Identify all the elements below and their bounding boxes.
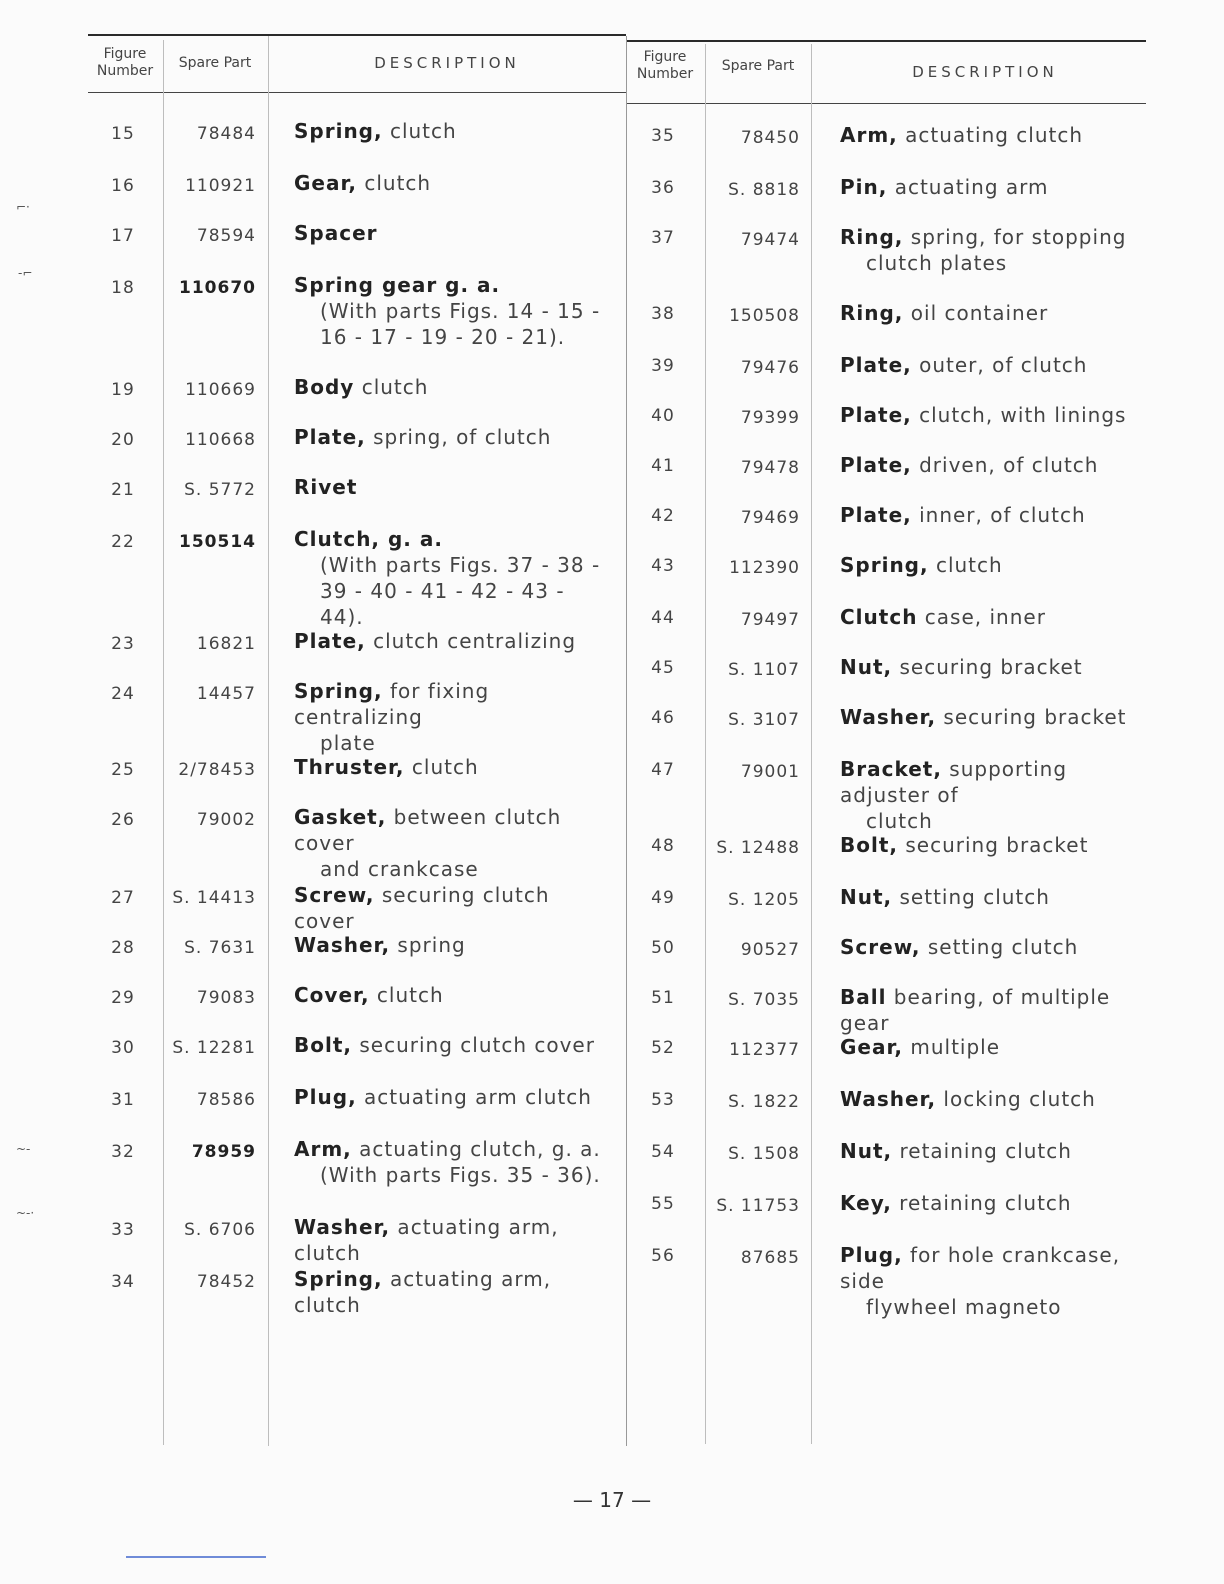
part-description-continued: (With parts Figs. 14 - 15 - 16 - 17 - 19 - 20 - 21). — [320, 299, 601, 349]
part-description — [294, 374, 614, 400]
part-description — [840, 604, 1160, 630]
part-qualifier: multiple — [903, 1035, 1001, 1059]
part-name: Nut, — [840, 655, 893, 679]
spare-part-number: 78959 — [191, 1142, 256, 1162]
part-description — [294, 526, 614, 630]
part-name: Washer, — [294, 1215, 391, 1239]
part-description — [840, 704, 1160, 730]
part-description — [294, 628, 614, 654]
part-description — [294, 804, 614, 882]
figure-number: 34 — [111, 1272, 135, 1292]
part-name: Ball — [840, 985, 887, 1009]
part-name: Ring, — [840, 301, 904, 325]
part-qualifier: spring — [390, 933, 466, 957]
spare-part-number: 16821 — [196, 634, 256, 654]
part-name: Washer, — [840, 1087, 937, 1111]
part-name: Washer, — [294, 933, 391, 957]
spare-part-number: S. 1822 — [728, 1092, 800, 1112]
part-qualifier: supporting adjuster of — [840, 757, 1068, 807]
figure-number: 21 — [111, 480, 135, 500]
part-name: Bracket, — [840, 757, 942, 781]
column-divider — [268, 36, 269, 1446]
part-description — [294, 474, 614, 500]
part-name: Spring, — [294, 1267, 383, 1291]
part-description — [294, 1214, 614, 1266]
figure-number: 17 — [111, 226, 135, 246]
figure-number: 47 — [651, 760, 675, 780]
spare-part-number: 79002 — [196, 810, 256, 830]
part-qualifier: securing bracket — [892, 655, 1083, 679]
column-divider — [705, 44, 706, 1444]
figure-number: 35 — [651, 126, 675, 146]
spare-part-number: 110669 — [185, 380, 256, 400]
figure-number: 48 — [651, 836, 675, 856]
part-qualifier: retaining clutch — [891, 1191, 1072, 1215]
spare-part-number: 110921 — [185, 176, 256, 196]
figure-number: 43 — [651, 556, 675, 576]
spare-part-number: S. 1508 — [728, 1144, 800, 1164]
part-qualifier: securing clutch cover — [294, 883, 550, 933]
spare-part-number: S. 7035 — [728, 990, 800, 1010]
part-description — [294, 982, 614, 1008]
part-description — [294, 882, 614, 934]
part-qualifier: between clutch cover — [294, 805, 562, 855]
figure-number: 51 — [651, 988, 675, 1008]
figure-number: 26 — [111, 810, 135, 830]
part-qualifier: spring, of clutch — [365, 425, 552, 449]
part-description — [294, 170, 614, 196]
spare-part-number: S. 7631 — [184, 938, 256, 958]
spare-part-number: 79399 — [740, 408, 800, 428]
part-name: Plate, — [840, 403, 912, 427]
part-description — [840, 300, 1160, 326]
part-name: Nut, — [840, 1139, 893, 1163]
part-name: Plate, — [294, 425, 366, 449]
part-qualifier: securing bracket — [936, 705, 1127, 729]
part-qualifier: actuating clutch, g. a. — [351, 1137, 601, 1161]
part-description — [294, 118, 614, 144]
part-description — [294, 424, 614, 450]
spare-part-number: 87685 — [740, 1248, 800, 1268]
spare-part-number: 150514 — [179, 532, 256, 552]
spare-part-number: 90527 — [740, 940, 800, 960]
figure-number: 20 — [111, 430, 135, 450]
figure-number: 55 — [651, 1194, 675, 1214]
spare-part-number: 78594 — [196, 226, 256, 246]
part-name: Plug, — [294, 1085, 357, 1109]
part-qualifier: driven, of clutch — [911, 453, 1099, 477]
part-qualifier: outer, of clutch — [911, 353, 1088, 377]
part-qualifier: clutch — [369, 983, 444, 1007]
figure-number: 41 — [651, 456, 675, 476]
spare-part-number: S. 5772 — [184, 480, 256, 500]
header-spare-part: Spare Part — [178, 55, 252, 71]
spare-part-number: S. 14413 — [172, 888, 256, 908]
spare-part-number: S. 11753 — [716, 1196, 800, 1216]
spare-part-number: 78586 — [196, 1090, 256, 1110]
figure-number: 23 — [111, 634, 135, 654]
part-qualifier: clutch — [354, 375, 429, 399]
part-qualifier: actuating arm clutch — [356, 1085, 592, 1109]
part-description-continued: clutch plates — [866, 251, 1008, 275]
spare-part-number: 79497 — [740, 610, 800, 630]
part-qualifier: case, inner — [917, 605, 1046, 629]
part-description — [294, 678, 614, 756]
figure-number: 42 — [651, 506, 675, 526]
margin-mark: ~‑ — [16, 1142, 31, 1156]
part-name: Plate, — [840, 503, 912, 527]
spare-part-number: S. 3107 — [728, 710, 800, 730]
part-qualifier: actuating arm — [887, 175, 1049, 199]
part-description — [840, 1086, 1160, 1112]
part-description — [840, 174, 1160, 200]
part-description — [840, 452, 1160, 478]
figure-number: 30 — [111, 1038, 135, 1058]
part-name: Plate, — [840, 353, 912, 377]
part-name: Plate, — [840, 453, 912, 477]
part-name: Spring, — [294, 679, 383, 703]
part-name: Arm, — [294, 1137, 352, 1161]
figure-number: 54 — [651, 1142, 675, 1162]
spare-part-number: 79476 — [740, 358, 800, 378]
figure-number: 56 — [651, 1246, 675, 1266]
part-description — [840, 352, 1160, 378]
figure-number: 45 — [651, 658, 675, 678]
figure-number: 22 — [111, 532, 135, 552]
part-qualifier: clutch — [404, 755, 479, 779]
part-name: Gear, — [294, 171, 357, 195]
part-qualifier: bearing, of multiple gear — [840, 985, 1111, 1035]
part-name: Body — [294, 375, 355, 399]
figure-number: 25 — [111, 760, 135, 780]
part-name: Arm, — [840, 123, 898, 147]
part-name: Spacer — [294, 221, 378, 245]
part-description — [294, 1266, 614, 1318]
part-qualifier: retaining clutch — [892, 1139, 1072, 1163]
spare-part-number: S. 1107 — [728, 660, 800, 680]
figure-number: 53 — [651, 1090, 675, 1110]
part-qualifier: clutch — [382, 119, 457, 143]
figure-number: 36 — [651, 178, 675, 198]
part-description — [840, 756, 1160, 834]
figure-number: 31 — [111, 1090, 135, 1110]
figure-number: 46 — [651, 708, 675, 728]
part-name: Key, — [840, 1191, 892, 1215]
part-description-continued: plate — [320, 731, 376, 755]
figure-number: 18 — [111, 278, 135, 298]
part-name: Screw, — [294, 883, 375, 907]
part-qualifier: oil container — [903, 301, 1049, 325]
part-name: Pin, — [840, 175, 888, 199]
part-description — [294, 1084, 614, 1110]
part-qualifier: setting clutch — [892, 885, 1050, 909]
part-description — [840, 984, 1160, 1036]
part-qualifier: clutch, with linings — [911, 403, 1127, 427]
part-description — [294, 1032, 614, 1058]
part-name: Clutch, g. a. — [294, 527, 443, 551]
part-name: Plate, — [294, 629, 366, 653]
part-qualifier: setting clutch — [920, 935, 1079, 959]
part-name: Gasket, — [294, 805, 387, 829]
figure-number: 27 — [111, 888, 135, 908]
part-name: Nut, — [840, 885, 893, 909]
header-description: DESCRIPTION — [374, 54, 520, 72]
figure-number: 38 — [651, 304, 675, 324]
header-top-rule-left — [88, 34, 626, 36]
scan-underline — [126, 1556, 266, 1558]
spare-part-number: 14457 — [196, 684, 256, 704]
part-name: Bolt, — [294, 1033, 352, 1057]
part-name: Screw, — [840, 935, 921, 959]
part-description — [294, 220, 614, 246]
part-description — [840, 552, 1160, 578]
figure-number: 29 — [111, 988, 135, 1008]
part-qualifier: actuating clutch — [897, 123, 1084, 147]
spare-part-number: 2/78453 — [178, 760, 256, 780]
part-description — [840, 1138, 1160, 1164]
part-description — [840, 502, 1160, 528]
spare-part-number: 110670 — [179, 278, 256, 298]
part-name: Cover, — [294, 983, 370, 1007]
part-qualifier: clutch — [357, 171, 432, 195]
part-description — [840, 1034, 1160, 1060]
spare-part-number: 79083 — [196, 988, 256, 1008]
header-top-rule-right — [626, 40, 1146, 42]
part-description — [840, 884, 1160, 910]
part-name: Spring gear g. a. — [294, 273, 501, 297]
part-description — [840, 832, 1160, 858]
part-name: Clutch — [840, 605, 918, 629]
figure-number: 15 — [111, 124, 135, 144]
part-name: Gear, — [840, 1035, 903, 1059]
spare-part-number: 79469 — [740, 508, 800, 528]
spare-part-number: 79478 — [740, 458, 800, 478]
part-description — [294, 1136, 614, 1188]
figure-number: 28 — [111, 938, 135, 958]
spare-part-number: S. 6706 — [184, 1220, 256, 1240]
part-name: Rivet — [294, 475, 358, 499]
part-description — [840, 224, 1160, 276]
part-qualifier: locking clutch — [936, 1087, 1096, 1111]
spare-part-number: S. 8818 — [728, 180, 800, 200]
part-description — [294, 754, 614, 780]
part-description-continued: and crankcase — [320, 857, 479, 881]
figure-number: 52 — [651, 1038, 675, 1058]
spare-part-number: S. 12281 — [172, 1038, 256, 1058]
spare-part-number: 150508 — [729, 306, 800, 326]
header-bottom-rule-right — [626, 103, 1146, 104]
part-name: Plug, — [840, 1243, 903, 1267]
spare-part-number: 78452 — [196, 1272, 256, 1292]
spare-part-number: 79001 — [740, 762, 800, 782]
part-description-continued: flywheel magneto — [866, 1295, 1062, 1319]
part-description — [840, 122, 1160, 148]
margin-mark: ‐⌐ — [18, 266, 33, 280]
part-description-continued: clutch — [866, 809, 933, 833]
spare-part-number: 78450 — [740, 128, 800, 148]
figure-number: 33 — [111, 1220, 135, 1240]
figure-number: 19 — [111, 380, 135, 400]
part-qualifier: inner, of clutch — [911, 503, 1086, 527]
figure-number: 50 — [651, 938, 675, 958]
part-description — [840, 1190, 1160, 1216]
page-number: — 17 — — [572, 1488, 652, 1512]
figure-number: 40 — [651, 406, 675, 426]
spare-part-number: 112390 — [729, 558, 800, 578]
spare-part-number: 112377 — [729, 1040, 800, 1060]
header-description: DESCRIPTION — [912, 63, 1058, 81]
part-description — [294, 932, 614, 958]
part-qualifier: for hole crankcase, side — [840, 1243, 1121, 1293]
figure-number: 39 — [651, 356, 675, 376]
figure-number: 24 — [111, 684, 135, 704]
column-divider — [626, 36, 627, 1446]
spare-part-number: S. 12488 — [716, 838, 800, 858]
part-qualifier: spring, for stopping — [903, 225, 1127, 249]
part-description — [294, 272, 614, 350]
part-qualifier: for fixing centralizing — [294, 679, 490, 729]
figure-number: 44 — [651, 608, 675, 628]
part-qualifier: securing bracket — [898, 833, 1089, 857]
part-description — [840, 402, 1160, 428]
spare-part-number: 78484 — [196, 124, 256, 144]
part-name: Ring, — [840, 225, 904, 249]
part-qualifier: actuating arm, clutch — [294, 1267, 552, 1317]
part-description — [840, 934, 1160, 960]
header-spare-part: Spare Part — [721, 58, 795, 74]
part-qualifier: actuating arm, clutch — [294, 1215, 559, 1265]
spare-part-number: 110668 — [185, 430, 256, 450]
part-description-continued: (With parts Figs. 35 - 36). — [320, 1163, 601, 1187]
margin-mark: ⌐· — [16, 200, 30, 214]
part-description-continued: (With parts Figs. 37 - 38 - 39 - 40 - 41 - 42 - 43 - 44). — [320, 553, 601, 629]
part-name: Spring, — [840, 553, 929, 577]
figure-number: 32 — [111, 1142, 135, 1162]
part-name: Washer, — [840, 705, 937, 729]
figure-number: 16 — [111, 176, 135, 196]
figure-number: 37 — [651, 228, 675, 248]
part-qualifier: clutch centralizing — [365, 629, 577, 653]
header-figure-number: Figure Number — [636, 49, 694, 82]
part-qualifier: clutch — [928, 553, 1003, 577]
part-description — [840, 1242, 1160, 1320]
part-name: Thruster, — [294, 755, 405, 779]
spare-part-number: S. 1205 — [728, 890, 800, 910]
part-name: Bolt, — [840, 833, 898, 857]
header-figure-number: Figure Number — [96, 46, 154, 79]
margin-mark: ~‑· — [16, 1206, 35, 1220]
column-divider — [811, 44, 812, 1444]
part-name: Spring, — [294, 119, 383, 143]
part-description — [840, 654, 1160, 680]
part-qualifier: securing clutch cover — [352, 1033, 595, 1057]
spare-part-number: 79474 — [740, 230, 800, 250]
figure-number: 49 — [651, 888, 675, 908]
header-bottom-rule-left — [88, 92, 626, 93]
